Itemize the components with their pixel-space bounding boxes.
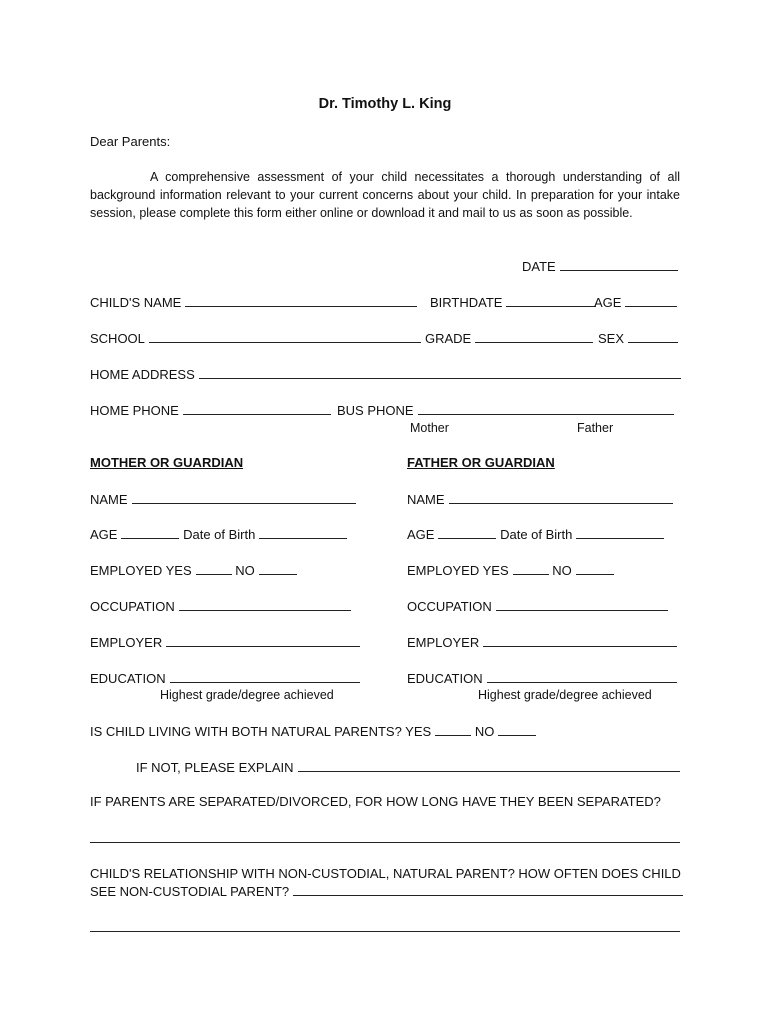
childs-name-label: CHILD'S NAME [90,295,182,310]
school-field [90,330,421,347]
home-address-label: HOME ADDRESS [90,367,195,382]
father-employed-label: EMPLOYED YES [407,563,509,578]
mother-age-dob-field [90,526,347,543]
mother-employed-label: EMPLOYED YES [90,563,192,578]
mother-occupation-field [90,598,351,615]
mother-education-field [90,670,360,687]
bus-phone-input[interactable] [418,402,674,415]
mother-occupation-label: OCCUPATION [90,599,175,614]
if-not-explain-field [136,759,680,776]
mother-education-hint: Highest grade/degree achieved [160,688,334,702]
childs-name-field [90,294,417,311]
if-not-explain-label: IF NOT, PLEASE EXPLAIN [136,760,294,775]
father-name-label: NAME [407,492,445,507]
living-both-question [90,723,536,740]
date-field [522,258,678,275]
mother-name-input[interactable] [132,491,356,504]
father-age-input[interactable] [438,526,496,539]
mother-name-field [90,491,356,508]
home-address-field [90,366,681,383]
date-input[interactable] [560,258,678,271]
school-input[interactable] [149,330,421,343]
father-education-hint: Highest grade/degree achieved [478,688,652,702]
if-not-explain-input[interactable] [298,759,680,772]
mother-employed-yes-input[interactable] [196,562,232,575]
mother-dob-input[interactable] [259,526,347,539]
mother-age-input[interactable] [121,526,179,539]
father-occupation-input[interactable] [496,598,668,611]
father-section-header: FATHER OR GUARDIAN [407,455,555,470]
mother-age-label: AGE [90,527,118,542]
intro-paragraph: A comprehensive assessment of your child necessitates a thorough understanding of all background information relevant to your current concerns about your child. In preparation for your intake session, please complete this form either online or download it and mail to us as soon as possible. [90,170,680,220]
mother-employer-field [90,634,360,651]
father-education-input[interactable] [487,670,677,683]
greeting: Dear Parents: [90,134,171,149]
age-field [594,294,677,311]
father-occupation-field [407,598,668,615]
father-employer-input[interactable] [483,634,677,647]
sex-field [598,330,678,347]
mother-name-label: NAME [90,492,128,507]
home-phone-label: HOME PHONE [90,403,179,418]
home-phone-input[interactable] [183,402,331,415]
date-label: DATE [522,259,556,274]
birthdate-input[interactable] [506,294,596,307]
mother-dob-label: Date of Birth [183,527,256,542]
father-dob-input[interactable] [576,526,664,539]
living-both-no-input[interactable] [498,723,536,736]
bus-phone-field [337,402,674,419]
page-title: Dr. Timothy L. King [318,96,452,112]
home-phone-field [90,402,331,419]
mother-employer-label: EMPLOYER [90,635,163,650]
relationship-answer-input[interactable] [293,883,683,896]
father-age-label: AGE [407,527,435,542]
mother-education-input[interactable] [170,670,360,683]
father-employed-yes-input[interactable] [513,562,549,575]
father-employer-label: EMPLOYER [407,635,480,650]
relationship-question-line2 [90,883,683,900]
sex-label: SEX [598,331,625,346]
father-employed-field [407,562,614,579]
home-address-input[interactable] [199,366,681,379]
living-both-yes-input[interactable] [435,723,471,736]
father-name-field [407,491,673,508]
mother-employed-no-label: NO [235,563,255,578]
father-employed-no-label: NO [552,563,572,578]
living-both-no-label: NO [474,724,495,739]
mother-employed-no-input[interactable] [259,562,297,575]
mother-employer-input[interactable] [166,634,360,647]
father-employed-no-input[interactable] [576,562,614,575]
age-label: AGE [594,295,622,310]
relationship-question-line1: CHILD'S RELATIONSHIP WITH NON-CUSTODIAL, NATURAL PARENT? HOW OFTEN DOES CHILD [90,866,681,881]
relationship-question-label: SEE NON-CUSTODIAL PARENT? [90,884,290,899]
school-label: SCHOOL [90,331,145,346]
age-input[interactable] [625,294,677,307]
sex-input[interactable] [628,330,678,343]
bus-phone-label: BUS PHONE [337,403,414,418]
bus-phone-father-hint: Father [577,421,614,435]
father-education-label: EDUCATION [407,671,483,686]
living-both-label: IS CHILD LIVING WITH BOTH NATURAL PARENTS? YES [90,724,432,739]
birthdate-label: BIRTHDATE [430,295,503,310]
separated-question: IF PARENTS ARE SEPARATED/DIVORCED, FOR HOW LONG HAVE THEY BEEN SEPARATED? [90,794,661,809]
mother-section-header: MOTHER OR GUARDIAN [90,455,244,470]
father-education-field [407,670,677,687]
childs-name-input[interactable] [185,294,417,307]
father-employer-field [407,634,677,651]
father-occupation-label: OCCUPATION [407,599,492,614]
grade-input[interactable] [475,330,593,343]
separated-answer-line[interactable] [90,842,680,843]
father-dob-label: Date of Birth [500,527,573,542]
grade-label: GRADE [425,331,472,346]
bus-phone-mother-hint: Mother [410,421,449,435]
father-age-dob-field [407,526,664,543]
mother-employed-field [90,562,297,579]
father-name-input[interactable] [449,491,673,504]
grade-field [425,330,593,347]
mother-occupation-input[interactable] [179,598,351,611]
relationship-answer-line[interactable] [90,931,680,932]
birthdate-field [430,294,596,311]
mother-education-label: EDUCATION [90,671,166,686]
